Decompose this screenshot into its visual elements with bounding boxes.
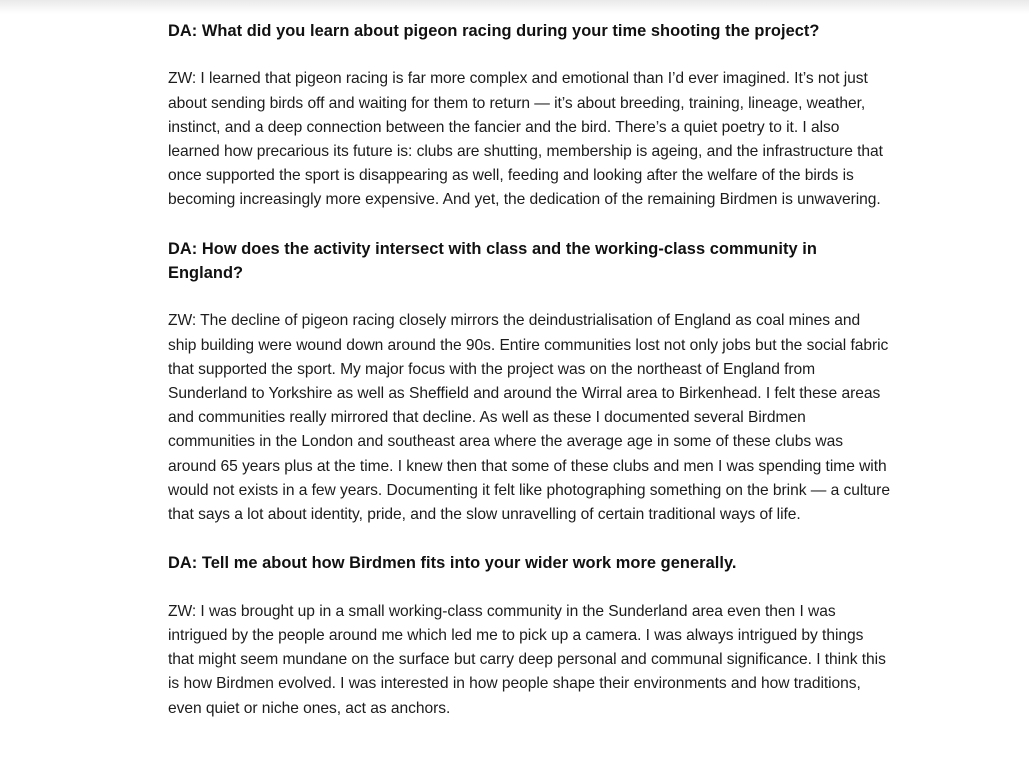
question-heading: DA: Tell me about how Birdmen fits into your wider work more generally. — [168, 554, 737, 573]
answer-paragraph: ZW: I was brought up in a small working-class community in the Sunderland area even then I was intrigued by the people around me which led me to pick up a camera. I was always intrigued by things that might seem mundane on the surface but carry deep personal and communal significance. I think this is how Birdmen evolved. I was interested in how people shape their environments and how traditions, even quiet or niche ones, act as anchors. — [168, 602, 886, 717]
answer-paragraph: ZW: I learned that pigeon racing is far more complex and emotional than I’d ever imagined. It’s not just about sending birds off and waiting for them to return — it’s about breeding, training, lineage, weather, instinct, and a deep connection between the fancier and the bird. There’s a quiet poetry to it. I also learned how precarious its future is: clubs are shutting, membership is ageing, and the infrastructure that once supported the sport is disappearing as well, feeding and looking after the welfare of the birds is becoming increasingly more expensive. And yet, the dedication of the remaining Birdmen is unwavering. — [168, 70, 883, 209]
answer-paragraph: ZW: The decline of pigeon racing closely mirrors the deindustrialisation of England as coal mines and ship building were wound down around the 90s. Entire communities lost not only jobs but the social fabric that supported the sport. My major focus with the project was on the northeast of England from Sunderland to Yorkshire as well as Sheffield and around the Wirral area to Birkenhead. I felt these areas and communities really mirrored that decline. As well as these I documented several Birdmen communities in the London and southeast area where the average age in some of these clubs was around 65 years plus at the time. I knew then that some of these clubs and men I was spending time with would not exists in a few years. Documenting it felt like photographing something on the brink — a culture that says a lot about identity, pride, and the slow unravelling of certain traditional ways of life. — [168, 312, 890, 524]
interview-article — [168, 19, 890, 745]
question-heading: DA: What did you learn about pigeon racing during your time shooting the project? — [168, 22, 820, 40]
question-heading: DA: How does the activity intersect with class and the working-class community in England? — [168, 239, 817, 282]
top-shadow — [0, 0, 1029, 14]
